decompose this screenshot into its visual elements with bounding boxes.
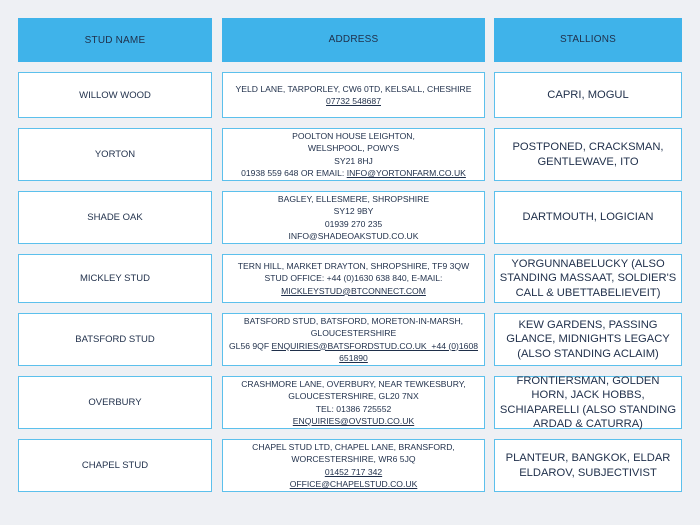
contact-prefix: 01938 559 648 OR EMAIL: (241, 167, 347, 178)
stud-name-cell: WILLOW WOOD (18, 72, 212, 118)
stud-name-cell: OVERBURY (18, 376, 212, 429)
address-line: CRASHMORE LANE, OVERBURY, NEAR TEWKESBURY, (241, 379, 466, 390)
address-line: STUD OFFICE: +44 (0)1630 638 840, E-MAIL: (264, 273, 443, 284)
address-cell (222, 439, 485, 492)
stallions-cell: KEW GARDENS, PASSING GLANCE, MIDNIGHTS LEGACY (ALSO STANDING ACLAIM) (494, 313, 682, 366)
stallions-cell: FRONTIERSMAN, GOLDEN HORN, JACK HOBBS, SCHIAPARELLI (ALSO STANDING ARDAD & CATURRA) (494, 376, 682, 429)
email-link[interactable]: OFFICE@CHAPELSTUD.CO.UK (289, 478, 418, 489)
address-line: BAGLEY, ELLESMERE, SHROPSHIRE (277, 194, 430, 205)
address-line: GLOUCESTERSHIRE, GL20 7NX (288, 391, 419, 402)
address-cell (222, 72, 485, 118)
address-line: INFO@SHADEOAKSTUD.CO.UK (288, 230, 419, 241)
stud-name-cell: SHADE OAK (18, 191, 212, 244)
address-cell (222, 313, 485, 366)
address-line: YELD LANE, TARPORLEY, CW6 0TD, KELSALL, CHESHIRE (235, 83, 472, 94)
address-line: TEL: 01386 725552 (315, 403, 392, 414)
stallions-cell: POSTPONED, CRACKSMAN, GENTLEWAVE, ITO (494, 128, 682, 181)
address-line: WORCESTERSHIRE, WR6 5JQ (291, 454, 416, 465)
address-line: TERN HILL, MARKET DRAYTON, SHROPSHIRE, TF9 3QW (237, 261, 470, 272)
phone-link[interactable]: 07732 548687 (326, 96, 381, 106)
contact-prefix: GL56 9QF (228, 340, 272, 351)
email-link[interactable]: ENQUIRIES@BATSFORDSTUD.CO.UK +44 (0)1608 (271, 340, 479, 351)
stud-name-cell: CHAPEL STUD (18, 439, 212, 492)
phone-link[interactable]: 01452 717 342 (324, 466, 383, 477)
header-address: ADDRESS (222, 18, 485, 62)
address-line: GLOUCESTERSHIRE (310, 328, 397, 339)
email-link[interactable]: ENQUIRIES@OVSTUD.CO.UK (292, 415, 415, 426)
stud-name-cell: MICKLEY STUD (18, 254, 212, 303)
address-line: WELSHPOOL, POWYS (307, 143, 400, 154)
email-link[interactable]: INFO@YORTONFARM.CO.UK (346, 167, 466, 178)
address-cell (222, 254, 485, 303)
header-stallions: STALLIONS (494, 18, 682, 62)
phone-link[interactable]: 651890 (339, 352, 368, 363)
address-cell (222, 191, 485, 244)
header-stud-name: STUD NAME (18, 18, 212, 62)
address-line: SY21 8HJ (334, 155, 373, 166)
address-line: POOLTON HOUSE LEIGHTON, (292, 131, 415, 142)
stallions-cell: CAPRI, MOGUL (494, 72, 682, 118)
stallions-cell: DARTMOUTH, LOGICIAN (494, 191, 682, 244)
address-line: 01939 270 235 (324, 218, 383, 229)
email-link[interactable]: MICKLEYSTUD@BTCONNECT.COM (281, 285, 426, 296)
contact-line (241, 167, 466, 179)
address-line: SY12 9BY (333, 206, 374, 217)
stallions-cell: PLANTEUR, BANGKOK, ELDAR ELDAROV, SUBJECTIVIST (494, 439, 682, 492)
address-cell (222, 376, 485, 429)
stallions-cell: YORGUNNABELUCKY (ALSO STANDING MASSAAT, SOLDIER'S CALL & UBETTABELIEVEIT) (494, 254, 682, 303)
stud-name-cell: YORTON (18, 128, 212, 181)
stud-name-cell: BATSFORD STUD (18, 313, 212, 366)
address-line: CHAPEL STUD LTD, CHAPEL LANE, BRANSFORD, (252, 442, 455, 453)
contact-line (229, 340, 478, 352)
address-line: BATSFORD STUD, BATSFORD, MORETON-IN-MARSH, (243, 316, 464, 327)
address-cell (222, 128, 485, 181)
